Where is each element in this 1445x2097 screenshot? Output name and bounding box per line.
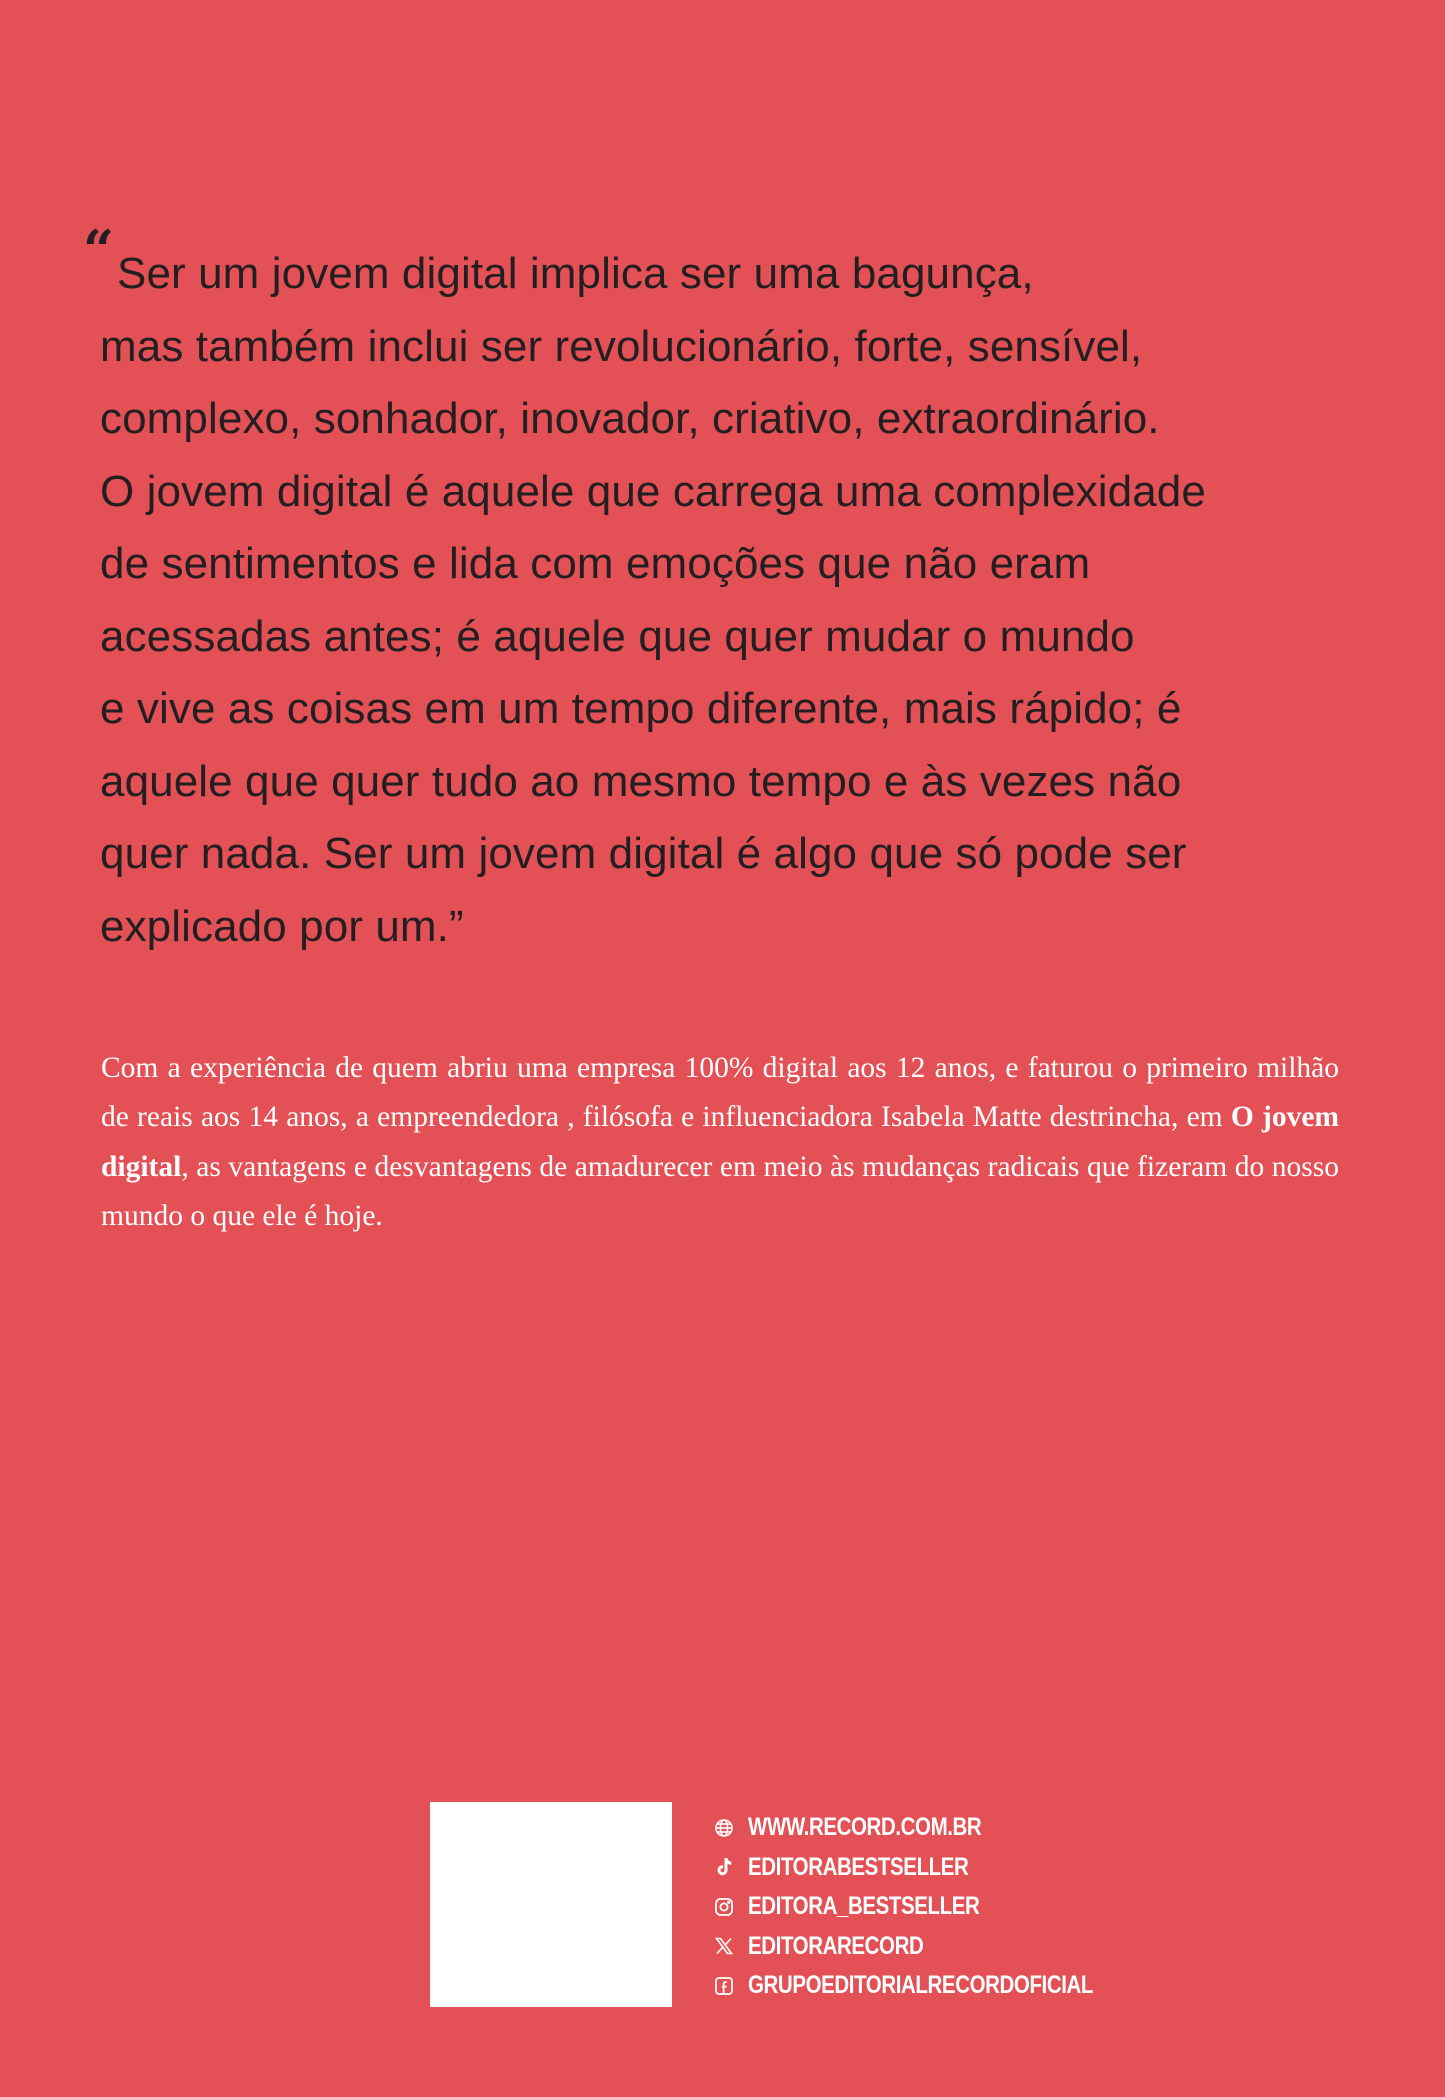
quote-line: Ser um jovem digital implica ser uma bagunça, [117, 249, 1034, 298]
social-links [713, 1808, 1169, 2006]
book-description [101, 1044, 1339, 1242]
quote-line: complexo, sonhador, inovador, criativo, extraordinário. [100, 394, 1160, 443]
social-label: EDITORARECORD [748, 1931, 924, 1960]
quote-line: acessadas antes; é aquele que quer mudar o mundo [100, 611, 1135, 661]
social-link-facebook[interactable] [713, 1966, 1169, 2006]
social-link-tiktok[interactable] [713, 1848, 1169, 1888]
description-text: Com a experiência de quem abriu uma empresa 100% digital aos 12 anos, e faturou o primeiro milhão de reais aos 14 anos, a empreendedora , filósofa e influenciadora Isabela Matte destrincha, em [101, 1051, 1339, 1133]
quote-line: de sentimentos e lida com emoções que não eram [100, 539, 1091, 588]
quote-line: e vive as coisas em um tempo diferente, mais rápido; é [100, 684, 1182, 733]
social-link-instagram[interactable] [713, 1887, 1169, 1927]
quote-line: aquele que quer tudo ao mesmo tempo e às vezes não [100, 756, 1182, 806]
facebook-icon [713, 1975, 735, 1997]
social-label: EDITORA_BESTSELLER [748, 1892, 980, 1921]
instagram-icon [713, 1896, 735, 1918]
x-icon [713, 1935, 735, 1957]
social-label: EDITORABESTSELLER [748, 1852, 969, 1881]
quote-line: mas também inclui ser revolucionário, forte, sensível, [100, 321, 1143, 371]
social-link-x[interactable] [713, 1927, 1169, 1967]
book-title: O jovem digital [101, 1101, 1339, 1183]
tiktok-icon [713, 1856, 735, 1878]
open-quote-mark: “ [83, 218, 115, 282]
pull-quote [83, 218, 1340, 963]
barcode-area [430, 1802, 672, 2007]
quote-line: explicado por um.” [100, 901, 464, 951]
globe-icon [713, 1817, 735, 1839]
social-link-website[interactable] [713, 1808, 1169, 1848]
quote-line: O jovem digital é aquele que carrega uma complexidade [100, 466, 1206, 516]
description-text: , as vantagens e desvantagens de amadurecer em meio às mudanças radicais que fizeram do nosso mundo o que ele é hoje. [101, 1150, 1339, 1232]
social-label: GRUPOEDITORIALRECORDOFICIAL [748, 1971, 1094, 2000]
quote-line: quer nada. Ser um jovem digital é algo que só pode ser [100, 829, 1187, 878]
social-label: WWW.RECORD.COM.BR [748, 1813, 982, 1842]
